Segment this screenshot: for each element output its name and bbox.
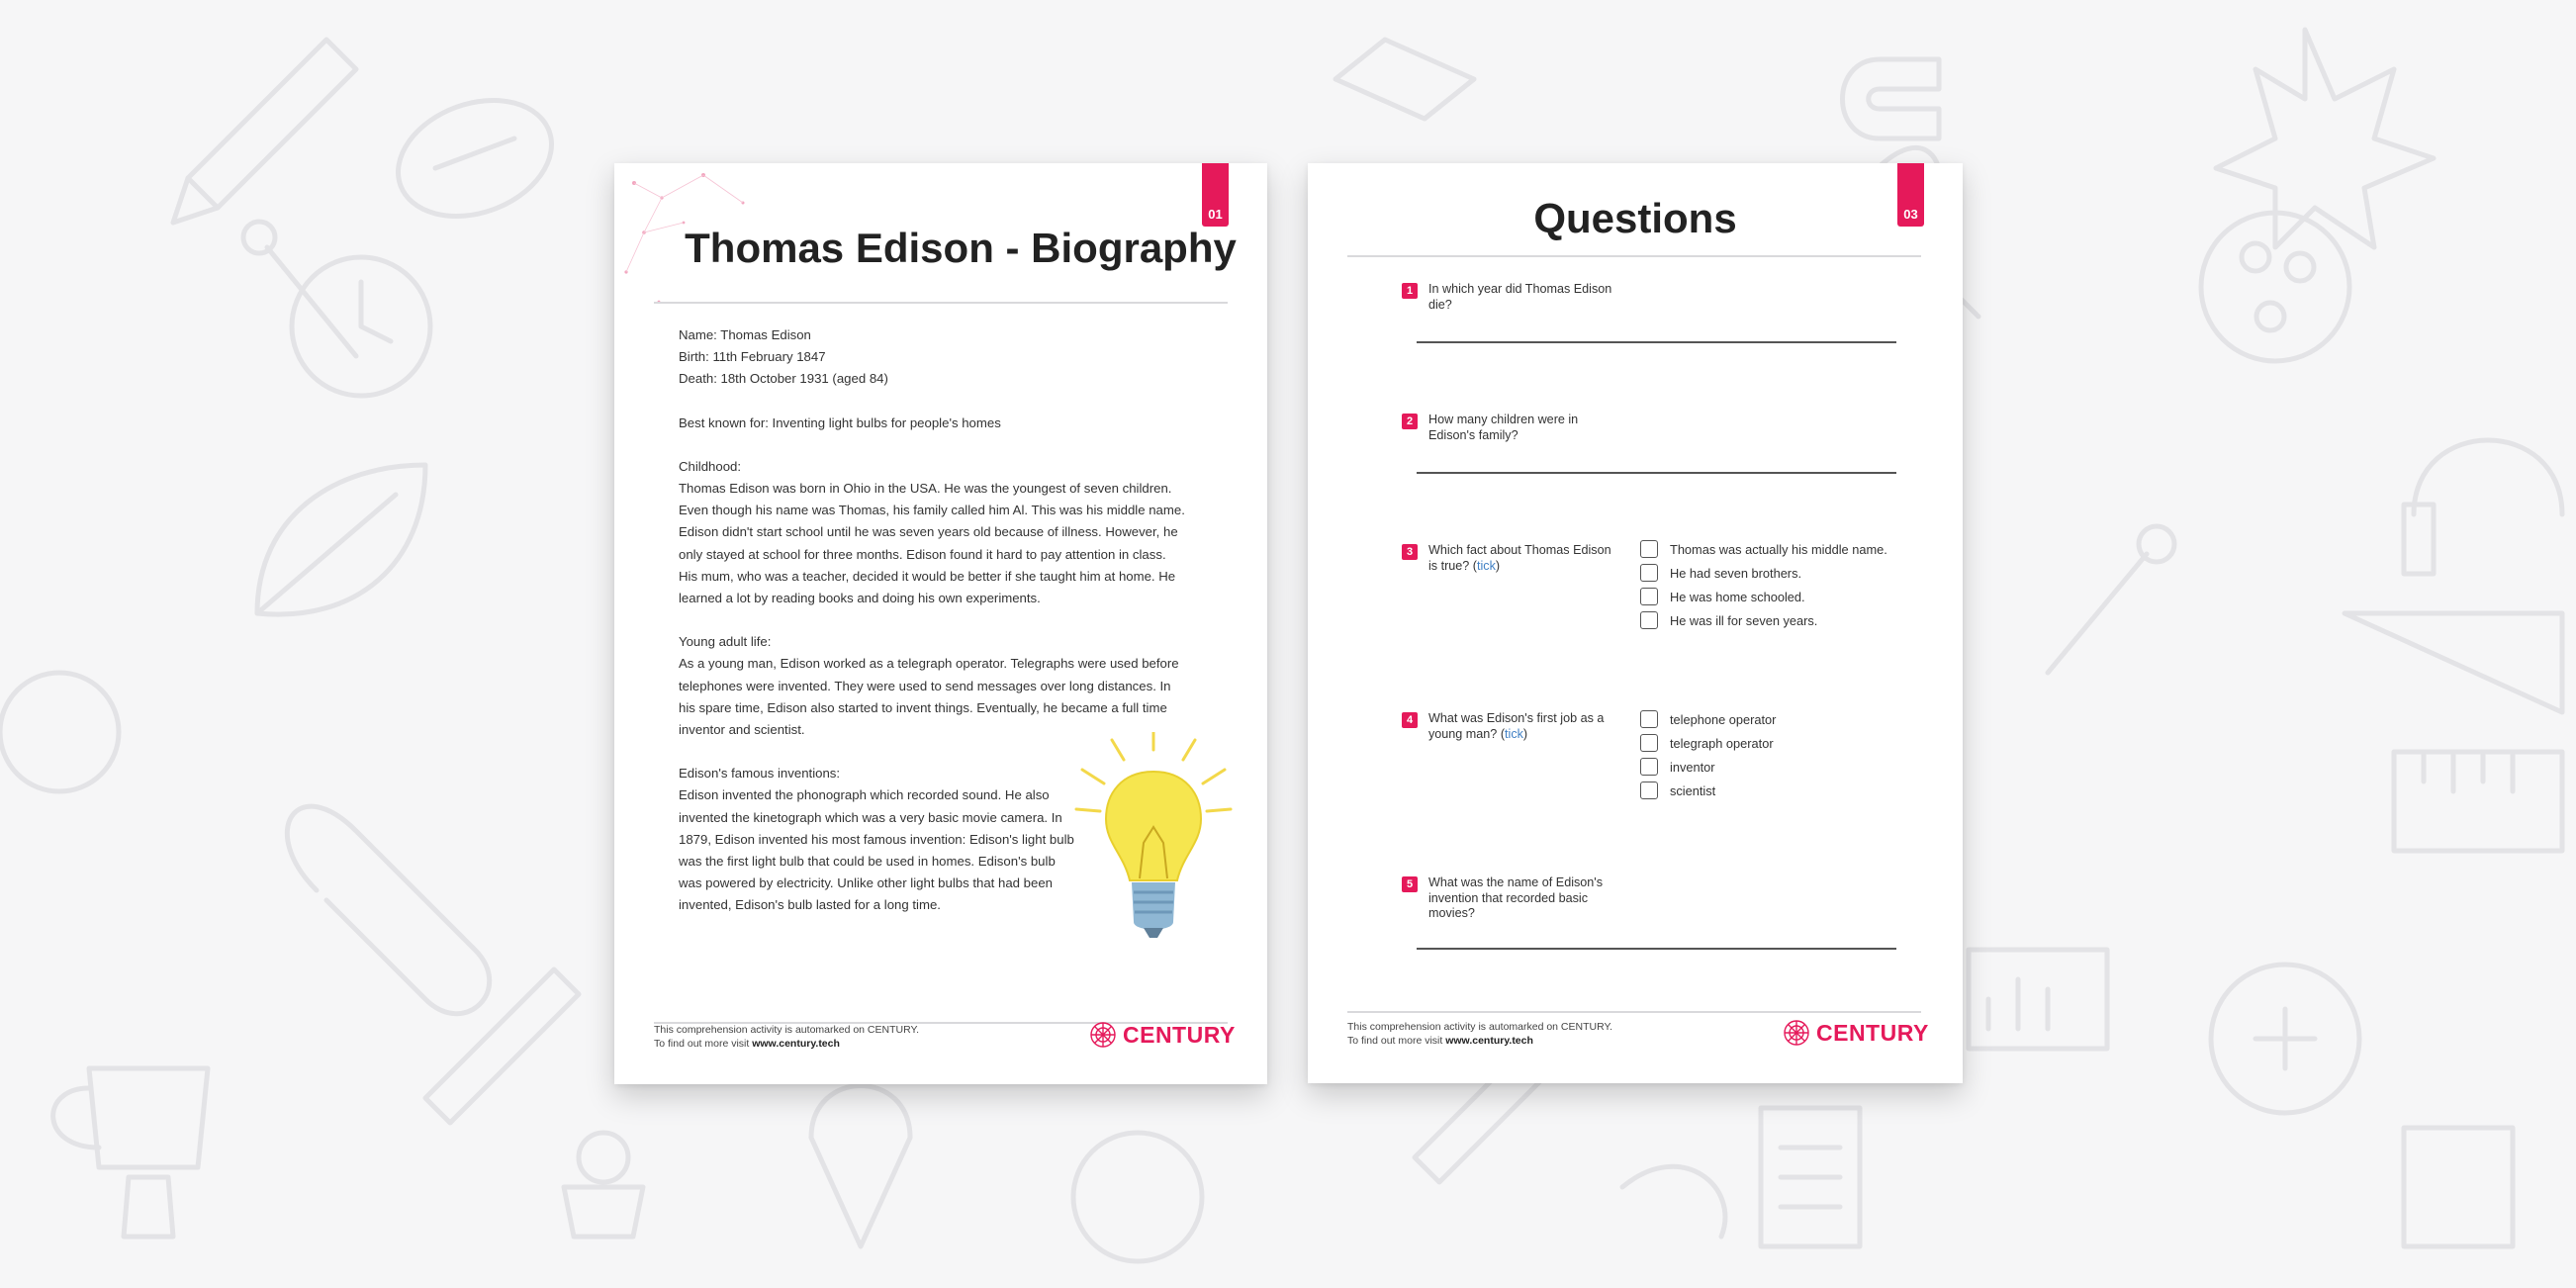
bio-line: his spare time, Edison also started to invent things. Eventually, he became a full time <box>679 699 1167 715</box>
doodle-dots <box>1622 1166 1725 1237</box>
question-text <box>1428 875 1646 922</box>
option-row[interactable] <box>1640 609 1817 631</box>
question-number: 2 <box>1402 414 1418 429</box>
checkbox[interactable] <box>1640 782 1658 799</box>
footer-line-1: This comprehension activity is automarked on CENTURY. <box>654 1024 920 1036</box>
century-logo-text: CENTURY <box>1816 1019 1929 1046</box>
bio-line: was the first light bulb that could be used in homes. Edison's bulb <box>679 854 1056 870</box>
option-label: inventor <box>1670 759 1715 775</box>
footer-line-1: This comprehension activity is automarked on CENTURY. <box>1347 1021 1613 1033</box>
option-row[interactable] <box>1640 586 1805 607</box>
century-logo-text: CENTURY <box>1123 1021 1236 1048</box>
doodle-maple-leaf <box>2216 30 2434 247</box>
bio-line: 1879, Edison invented his most famous invention: Edison's light bulb <box>679 831 1074 847</box>
checkbox[interactable] <box>1640 540 1658 558</box>
bio-line: Edison's famous inventions: <box>679 766 841 782</box>
question-line: die? <box>1428 297 1452 312</box>
bio-line: Name: Thomas Edison <box>679 327 811 342</box>
doodle-hat <box>1335 40 1474 119</box>
option-label: He was home schooled. <box>1670 589 1805 604</box>
question-line: movies? <box>1428 906 1475 920</box>
question-text <box>1428 413 1646 443</box>
questions-page <box>1308 163 1963 1083</box>
bio-line: Even though his name was Thomas, his family called him Al. This was his middle name. <box>679 503 1185 518</box>
footer-url[interactable]: www.century.tech <box>1445 1035 1533 1047</box>
doodle-magnet <box>1843 59 1940 138</box>
wrench-doodle-icon <box>243 222 356 356</box>
doodle-target <box>2211 965 2359 1113</box>
title-divider <box>654 302 1228 304</box>
bio-childhood <box>679 456 1198 609</box>
bio-line: Best known for: Inventing light bulbs for people's homes <box>679 414 1001 430</box>
footer-text <box>654 1023 919 1051</box>
bio-line: Young adult life: <box>679 634 772 650</box>
question-text <box>1428 282 1646 313</box>
bio-young-adult <box>679 631 1198 741</box>
doodle-circle-mid <box>1073 1133 1202 1261</box>
bio-line: Birth: 11th February 1847 <box>679 349 826 365</box>
question-line-end: ) <box>1495 558 1501 573</box>
bio-line: invented, Edison's bulb lasted for a long time. <box>679 897 941 913</box>
bio-line: His mum, who was a teacher, decided it would be better if she taught him at home. He <box>679 568 1176 584</box>
option-label: Thomas was actually his middle name. <box>1670 541 1887 557</box>
question-number: 5 <box>1402 876 1418 892</box>
bio-facts <box>679 324 1198 391</box>
century-logo <box>1783 1019 1929 1047</box>
checkbox[interactable] <box>1640 588 1658 605</box>
question-line: Edison's family? <box>1428 427 1518 442</box>
option-row[interactable] <box>1640 780 1715 801</box>
doodle-board <box>1969 950 2107 1049</box>
question-text <box>1428 711 1646 742</box>
question-text <box>1428 543 1646 574</box>
bio-line: Edison didn't start school until he was seven years old because of illness. However, he <box>679 524 1178 540</box>
checkbox[interactable] <box>1640 611 1658 629</box>
page-number: 01 <box>1208 207 1223 222</box>
title-divider <box>1347 255 1921 257</box>
answer-line[interactable] <box>1417 472 1896 474</box>
bio-line: Edison invented the phonograph which recorded sound. He also <box>679 787 1050 803</box>
trophy-doodle-icon <box>53 1068 208 1237</box>
leaf-doodle-icon <box>257 465 425 614</box>
biography-page <box>614 163 1267 1084</box>
footer-url[interactable]: www.century.tech <box>752 1038 840 1050</box>
page-number: 03 <box>1903 207 1918 222</box>
checkbox[interactable] <box>1640 564 1658 582</box>
page-title: Questions <box>1533 195 1737 241</box>
footer-text <box>1347 1020 1612 1048</box>
option-row[interactable] <box>1640 708 1776 730</box>
question-line: How many children were in <box>1428 413 1579 426</box>
century-logo-icon <box>1783 1019 1810 1047</box>
doodle-calc <box>2404 1128 2513 1246</box>
checkbox[interactable] <box>1640 710 1658 728</box>
bio-line: was powered by electricity. Unlike other light bulbs that had been <box>679 875 1054 891</box>
option-row[interactable] <box>1640 562 1801 584</box>
option-row[interactable] <box>1640 538 1887 560</box>
question-line: is true? ( <box>1428 558 1477 573</box>
footer-line-2-prefix: To find out more visit <box>1347 1035 1446 1047</box>
paperclip-doodle-icon <box>287 806 489 1014</box>
checkbox[interactable] <box>1640 734 1658 752</box>
page-title: Thomas Edison - Biography <box>685 225 1237 271</box>
option-label: He had seven brothers. <box>1670 565 1802 581</box>
bio-line: inventor and scientist. <box>679 722 805 738</box>
rugby-ball-doodle-icon <box>382 80 568 236</box>
question-number: 3 <box>1402 544 1418 560</box>
lamp-doodle-icon <box>564 1133 643 1237</box>
footer-divider <box>1347 1011 1921 1013</box>
doodle-clipboard <box>1761 1108 1860 1246</box>
option-label: telephone operator <box>1670 711 1777 727</box>
question-line: invention that recorded basic <box>1428 890 1589 905</box>
pencil-doodle-icon <box>173 40 356 223</box>
answer-line[interactable] <box>1417 341 1896 343</box>
doodle-ruler <box>2394 752 2562 851</box>
clock-doodle-icon <box>292 257 430 396</box>
option-row[interactable] <box>1640 756 1715 778</box>
pencil2-doodle-icon <box>425 969 579 1123</box>
option-label: telegraph operator <box>1670 735 1774 751</box>
bio-known-for <box>679 413 1198 434</box>
doodle-circle-1 <box>0 673 119 791</box>
option-label: scientist <box>1670 782 1716 798</box>
tick-instruction: tick <box>1477 558 1496 573</box>
option-row[interactable] <box>1640 732 1774 754</box>
bio-line: invented the kinetograph which was a very basic movie camera. In <box>679 809 1062 825</box>
century-logo-icon <box>1089 1021 1117 1049</box>
question-line: Which fact about Thomas Edison <box>1428 543 1611 557</box>
answer-line[interactable] <box>1417 948 1896 950</box>
option-label: He was ill for seven years. <box>1670 612 1818 628</box>
bio-line: Thomas Edison was born in Ohio in the USA. He was the youngest of seven children. <box>679 481 1172 497</box>
doodle-wrench-right <box>2048 526 2174 673</box>
page-number-tab <box>1202 163 1229 227</box>
question-line: What was Edison's first job as a <box>1428 711 1605 725</box>
question-line-end: ) <box>1522 726 1528 741</box>
footer-line-2-prefix: To find out more visit <box>654 1038 753 1050</box>
doodle-headphones <box>2404 440 2562 574</box>
century-logo <box>1089 1021 1236 1049</box>
doodle-triangle <box>2345 613 2562 712</box>
bio-line: learned a lot by reading books and doing his own experiments. <box>679 591 1041 606</box>
question-line: young man? ( <box>1428 726 1506 741</box>
question-line: In which year did Thomas Edison <box>1428 282 1612 296</box>
bio-line: only stayed at school for three months. Edison found it hard to pay attention in class. <box>679 546 1166 562</box>
question-number: 1 <box>1402 283 1418 299</box>
question-number: 4 <box>1402 712 1418 728</box>
bio-line: telephones were invented. They were used to send messages over long distances. In <box>679 678 1171 693</box>
question-line: What was the name of Edison's <box>1428 875 1604 889</box>
bio-line: Childhood: <box>679 458 742 474</box>
light-bulb-icon <box>1074 732 1233 945</box>
tick-instruction: tick <box>1505 726 1523 741</box>
bio-line: As a young man, Edison worked as a telegraph operator. Telegraphs were used before <box>679 656 1179 672</box>
bio-line: Death: 18th October 1931 (aged 84) <box>679 371 888 387</box>
checkbox[interactable] <box>1640 758 1658 776</box>
doodle-shell <box>811 1086 910 1247</box>
